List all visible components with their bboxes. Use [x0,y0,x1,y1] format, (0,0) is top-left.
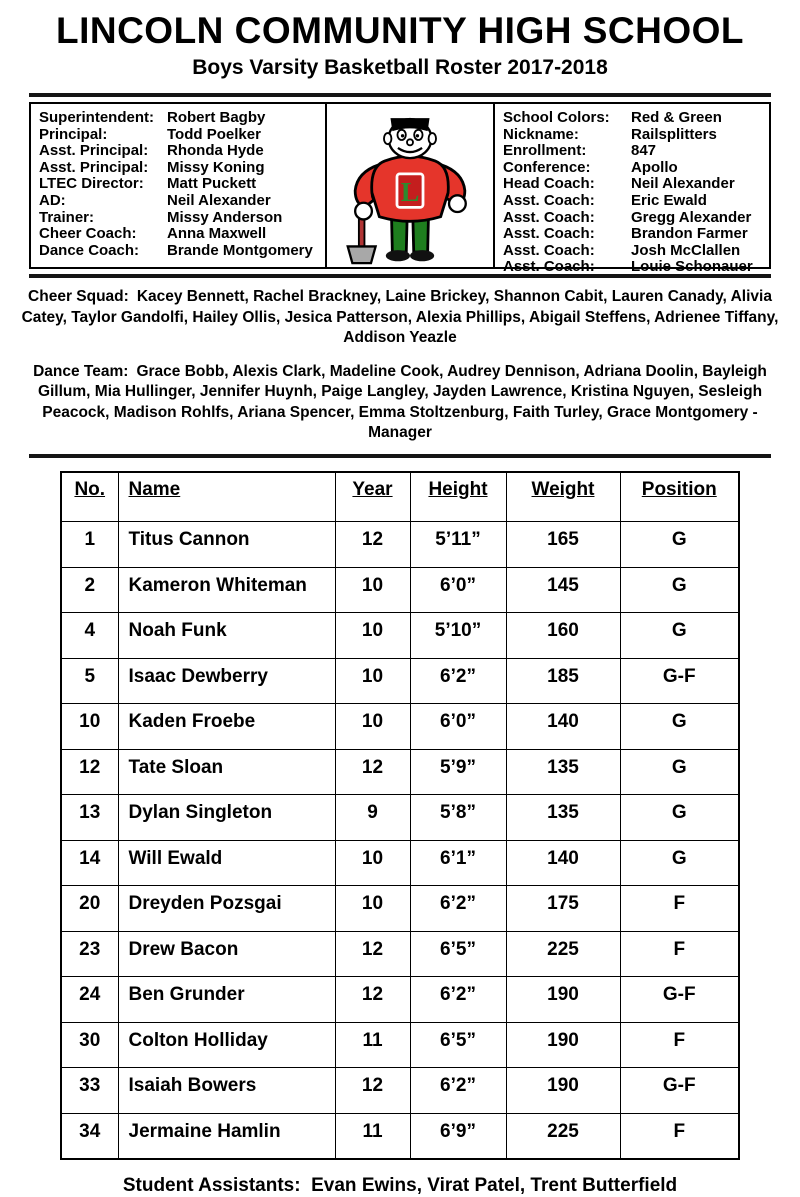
cell-name: Drew Bacon [118,931,335,977]
cell-year: 11 [335,1022,410,1068]
info-value: Neil Alexander [631,175,735,193]
school-info-row [503,226,761,243]
mascot-shoe [386,250,410,261]
table-row [61,977,739,1023]
cell-no: 2 [61,567,118,613]
info-label: Head Coach: [503,175,595,193]
cell-height: 6’1” [410,840,506,886]
table-row [61,658,739,704]
cell-name: Jermaine Hamlin [118,1113,335,1159]
roster-document [0,10,800,1196]
cell-position: G-F [620,1068,739,1114]
student-assistants-label: Student Assistants: [122,1174,301,1196]
staff-list [31,104,327,267]
cell-no: 12 [61,749,118,795]
school-info-row [503,259,761,276]
info-value: 847 [631,142,657,160]
info-label: Cheer Coach: [39,225,137,243]
school-info-row [503,193,761,210]
cell-name: Tate Sloan [118,749,335,795]
staff-row [39,127,317,144]
info-value: Matt Puckett [167,175,257,193]
cell-position: G [620,795,739,841]
cell-position: G [620,613,739,659]
cell-name: Dreyden Pozsgai [118,886,335,932]
cell-height: 6’5” [410,1022,506,1068]
table-row [61,749,739,795]
staff-row [39,210,317,227]
column-header-position: Position [620,472,739,522]
cell-weight: 225 [506,1113,620,1159]
cell-weight: 165 [506,522,620,568]
info-value: Red & Green [631,109,722,126]
table-row [61,795,739,841]
cell-position: G-F [620,658,739,704]
cheer-squad-text [10,287,790,349]
cell-height: 6’2” [410,886,506,932]
dance-team-text [10,362,790,444]
cell-name: Isaac Dewberry [118,658,335,704]
mascot-shoe [410,250,434,261]
student-assistants-names: Evan Ewins, Virat Patel, Trent Butterfield [311,1174,678,1196]
divider-bottom [29,454,771,458]
cell-year: 12 [335,749,410,795]
cell-year: 9 [335,795,410,841]
staff-row [39,176,317,193]
cell-name: Ben Grunder [118,977,335,1023]
school-info-row [503,110,761,127]
cell-height: 6’9” [410,1113,506,1159]
cell-no: 33 [61,1068,118,1114]
cell-height: 5’11” [410,522,506,568]
table-row [61,704,739,750]
info-value: Rhonda Hyde [167,142,264,160]
info-label: LTEC Director: [39,175,144,193]
info-label: Asst. Coach: [503,208,595,226]
student-assistants-text [0,1175,800,1197]
info-label: AD: [39,191,66,209]
cell-position: G [620,840,739,886]
school-info-row [503,160,761,177]
cell-position: G [620,704,739,750]
table-row [61,613,739,659]
info-value: Louie Schonauer [631,258,753,276]
cell-position: G [620,522,739,568]
cell-no: 13 [61,795,118,841]
school-info-row [503,243,761,260]
info-value: Brande Montgomery [167,241,313,259]
school-info-row [503,176,761,193]
cell-no: 4 [61,613,118,659]
staff-row [39,226,317,243]
info-value: Neil Alexander [167,191,271,209]
school-info-row [503,210,761,227]
cell-name: Titus Cannon [118,522,335,568]
cell-name: Kaden Froebe [118,704,335,750]
info-value: Robert Bagby [167,109,266,126]
cell-no: 24 [61,977,118,1023]
page-title: LINCOLN COMMUNITY HIGH SCHOOL [55,10,744,51]
cell-position: G [620,749,739,795]
roster-table [60,471,740,1160]
cell-height: 6’0” [410,704,506,750]
info-value: Missy Koning [167,158,265,176]
cell-position: G-F [620,977,739,1023]
staff-row [39,193,317,210]
cell-year: 11 [335,1113,410,1159]
cell-year: 10 [335,658,410,704]
cell-position: F [620,886,739,932]
cell-name: Colton Holliday [118,1022,335,1068]
info-label: School Colors: [503,109,610,126]
cell-position: F [620,1113,739,1159]
mascot-head [384,118,436,158]
cell-height: 6’2” [410,1068,506,1114]
cell-year: 10 [335,840,410,886]
info-value: Brandon Farmer [631,225,748,243]
table-row [61,1113,739,1159]
column-header-weight: Weight [506,472,620,522]
cell-name: Dylan Singleton [118,795,335,841]
cell-year: 12 [335,931,410,977]
cell-no: 14 [61,840,118,886]
page-subtitle: Boys Varsity Basketball Roster 2017-2018 [192,56,608,79]
cell-name: Isaiah Bowers [118,1068,335,1114]
school-info-row [503,143,761,160]
cell-position: F [620,931,739,977]
cell-weight: 160 [506,613,620,659]
column-header-year: Year [335,472,410,522]
cell-weight: 175 [506,886,620,932]
cell-name: Noah Funk [118,613,335,659]
table-row [61,931,739,977]
cheer-squad-names: Kacey Bennett, Rachel Brackney, Laine Brickey, Shannon Cabit, Lauren Canady, Alivia Catey, Taylor Gandolfi, Hailey Ollis, Jesica Patterson, Alexia Phillips, Abigail Steffens, Adrienee Tiffany, Addison Yeazle [21,288,779,346]
cell-year: 10 [335,613,410,659]
cell-weight: 140 [506,704,620,750]
info-label: Asst. Principal: [39,158,149,176]
cheer-squad-label: Cheer Squad: [28,288,129,305]
cell-weight: 190 [506,1022,620,1068]
staff-row [39,143,317,160]
cell-weight: 135 [506,749,620,795]
cell-weight: 140 [506,840,620,886]
table-row [61,567,739,613]
cell-year: 12 [335,1068,410,1114]
cell-year: 10 [335,567,410,613]
info-box [29,102,771,276]
info-label: Asst. Coach: [503,241,595,259]
staff-row [39,110,317,127]
info-value: Todd Poelker [167,125,261,143]
dance-team-names: Grace Bobb, Alexis Clark, Madeline Cook, Audrey Dennison, Adriana Doolin, Bayleigh Gillum, Mia Hullinger, Jennifer Huynh, Paige Langley, Jayden Lawrence, Kristina Nguyen, Sesleigh Peacock, Madison Rohlfs, Ariana Spencer, Emma Stoltzenburg, Faith Turley, Grace Montgomery - Manager [37,362,767,441]
info-label: Asst. Coach: [503,258,595,276]
cell-height: 6’2” [410,977,506,1023]
cell-weight: 190 [506,977,620,1023]
cell-weight: 225 [506,931,620,977]
info-value: Apollo [631,158,678,176]
letter-patch [397,173,423,207]
cell-weight: 190 [506,1068,620,1114]
mascot-cell [327,104,495,267]
info-label: Principal: [39,125,108,143]
cell-year: 12 [335,977,410,1023]
cell-name: Kameron Whiteman [118,567,335,613]
staff-row [39,160,317,177]
cell-height: 5’8” [410,795,506,841]
info-value: Josh McClallen [631,241,741,259]
divider-top [29,93,771,97]
cell-name: Will Ewald [118,840,335,886]
info-label: Nickname: [503,125,579,143]
cell-position: F [620,1022,739,1068]
table-row [61,886,739,932]
school-info-row [503,127,761,144]
column-header-height: Height [410,472,506,522]
info-label: Asst. Coach: [503,191,595,209]
cell-weight: 145 [506,567,620,613]
table-row [61,1068,739,1114]
mascot-fist [355,202,372,219]
info-value: Eric Ewald [631,191,707,209]
mascot-letter: L [400,176,420,208]
column-header-no: No. [61,472,118,522]
info-label: Asst. Principal: [39,142,149,160]
info-value: Missy Anderson [167,208,283,226]
table-row [61,840,739,886]
column-header-name: Name [118,472,335,522]
info-label: Asst. Coach: [503,225,595,243]
cell-no: 34 [61,1113,118,1159]
info-value: Anna Maxwell [167,225,267,243]
railsplitter-mascot-image [334,107,486,265]
cell-year: 10 [335,704,410,750]
cell-year: 10 [335,886,410,932]
info-value: Gregg Alexander [631,208,752,226]
cell-weight: 135 [506,795,620,841]
mascot-fist [449,195,466,212]
school-info-list [495,104,769,276]
dance-team-label: Dance Team: [33,362,129,380]
info-label: Trainer: [39,208,95,226]
table-row [61,522,739,568]
cell-height: 5’10” [410,613,506,659]
cell-no: 30 [61,1022,118,1068]
info-value: Railsplitters [631,125,717,143]
info-label: Dance Coach: [39,241,140,259]
cell-no: 23 [61,931,118,977]
info-label: Superintendent: [39,109,154,126]
staff-row [39,243,317,260]
roster-header-row [61,472,739,522]
cell-position: G [620,567,739,613]
table-row [61,1022,739,1068]
cell-height: 6’5” [410,931,506,977]
cell-no: 20 [61,886,118,932]
cell-no: 1 [61,522,118,568]
cell-height: 6’0” [410,567,506,613]
cell-no: 5 [61,658,118,704]
cell-weight: 185 [506,658,620,704]
cell-height: 6’2” [410,658,506,704]
info-label: Conference: [503,158,591,176]
cell-height: 5’9” [410,749,506,795]
cell-year: 12 [335,522,410,568]
info-label: Enrollment: [503,142,587,160]
cell-no: 10 [61,704,118,750]
